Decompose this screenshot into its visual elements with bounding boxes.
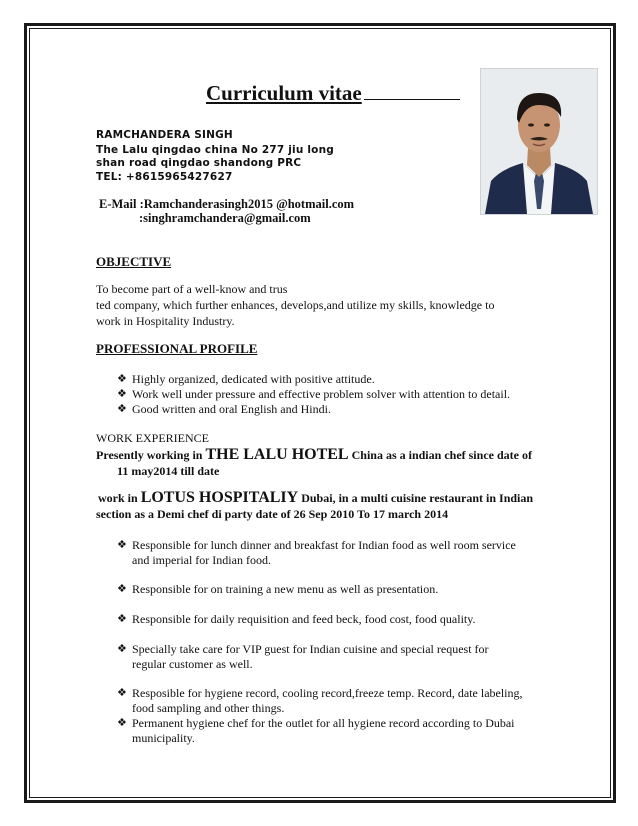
job-1-line-1 bbox=[96, 446, 532, 464]
duty-text-line-2: and imperial for Indian food. bbox=[132, 553, 271, 567]
work-heading: WORK EXPERIENCE bbox=[96, 431, 209, 445]
title-text: Curriculum vitae bbox=[206, 81, 362, 105]
title-underline bbox=[364, 80, 460, 100]
job-1-dates: 11 may2014 till date bbox=[117, 464, 220, 478]
job-2-hotel: LOTUS HOSPITALIY bbox=[140, 489, 299, 506]
profile-item-text: Good written and oral English and Hindi. bbox=[132, 402, 331, 416]
duty-text-line-1: Responsible for lunch dinner and breakfast for Indian food as well room service bbox=[132, 538, 516, 552]
address-line-2: shan road qingdao shandong PRC bbox=[96, 157, 302, 169]
job-1-suffix: China as a indian chef since date of bbox=[351, 448, 532, 462]
bullet-diamond-icon: ❖ bbox=[117, 403, 127, 415]
bullet-diamond-icon: ❖ bbox=[117, 643, 127, 655]
duty-text-line-1: Specially take care for VIP guest for Indian cuisine and special request for bbox=[132, 642, 489, 656]
bullet-diamond-icon: ❖ bbox=[117, 373, 127, 385]
email-secondary: :singhramchandera@gmail.com bbox=[139, 211, 311, 225]
duty-text-line-2: regular customer as well. bbox=[132, 657, 253, 671]
document-title bbox=[206, 80, 460, 106]
email-primary: E-Mail :Ramchanderasingh2015 @hotmail.com bbox=[99, 197, 355, 211]
telephone: TEL: +8615965427627 bbox=[96, 171, 233, 183]
job-1-hotel: THE LALU HOTEL bbox=[205, 446, 349, 463]
profile-item-text: Highly organized, dedicated with positive attitude. bbox=[132, 372, 375, 386]
objective-line-2: ted company, which further enhances, develops,and utilize my skills, knowledge to bbox=[96, 298, 495, 312]
bullet-diamond-icon: ❖ bbox=[117, 687, 127, 699]
duty-text-line-2: food sampling and other things. bbox=[132, 701, 285, 715]
job-2-dates: section as a Demi chef di party date of 26 Sep 2010 To 17 march 2014 bbox=[96, 507, 449, 521]
duty-text-line-2: municipality. bbox=[132, 731, 195, 745]
profile-heading: PROFESSIONAL PROFILE bbox=[96, 341, 258, 356]
job-2-suffix: Dubai, in a multi cuisine restaurant in Indian bbox=[301, 491, 534, 505]
bullet-diamond-icon: ❖ bbox=[117, 613, 127, 625]
objective-line-3: work in Hospitality Industry. bbox=[96, 314, 235, 328]
bullet-diamond-icon: ❖ bbox=[117, 717, 127, 729]
duty-text-line-1: Permanent hygiene chef for the outlet for all hygiene record according to Dubai bbox=[132, 716, 515, 730]
address-line-1: The Lalu qingdao china No 277 jiu long bbox=[96, 144, 334, 156]
candidate-name: RAMCHANDERA SINGH bbox=[96, 129, 233, 141]
objective-line-1: To become part of a well-know and trus bbox=[96, 282, 288, 296]
bullet-diamond-icon: ❖ bbox=[117, 583, 127, 595]
objective-heading: OBJECTIVE bbox=[96, 254, 172, 269]
duty-text-line-1: Responsible for on training a new menu as well as presentation. bbox=[132, 582, 439, 596]
profile-item-text: Work well under pressure and effective problem solver with attention to detail. bbox=[132, 387, 511, 401]
job-2-line-1 bbox=[98, 489, 533, 507]
duty-text-line-1: Resposible for hygiene record, cooling record,freeze temp. Record, date labeling, bbox=[132, 686, 523, 700]
candidate-photo bbox=[480, 68, 598, 215]
job-1-prefix: Presently working in bbox=[96, 448, 203, 462]
job-2-prefix: work in bbox=[98, 491, 138, 505]
duty-text-line-1: Responsible for daily requisition and feed beck, food cost, food quality. bbox=[132, 612, 476, 626]
portrait-image bbox=[481, 69, 597, 214]
bullet-diamond-icon: ❖ bbox=[117, 388, 127, 400]
bullet-diamond-icon: ❖ bbox=[117, 539, 127, 551]
